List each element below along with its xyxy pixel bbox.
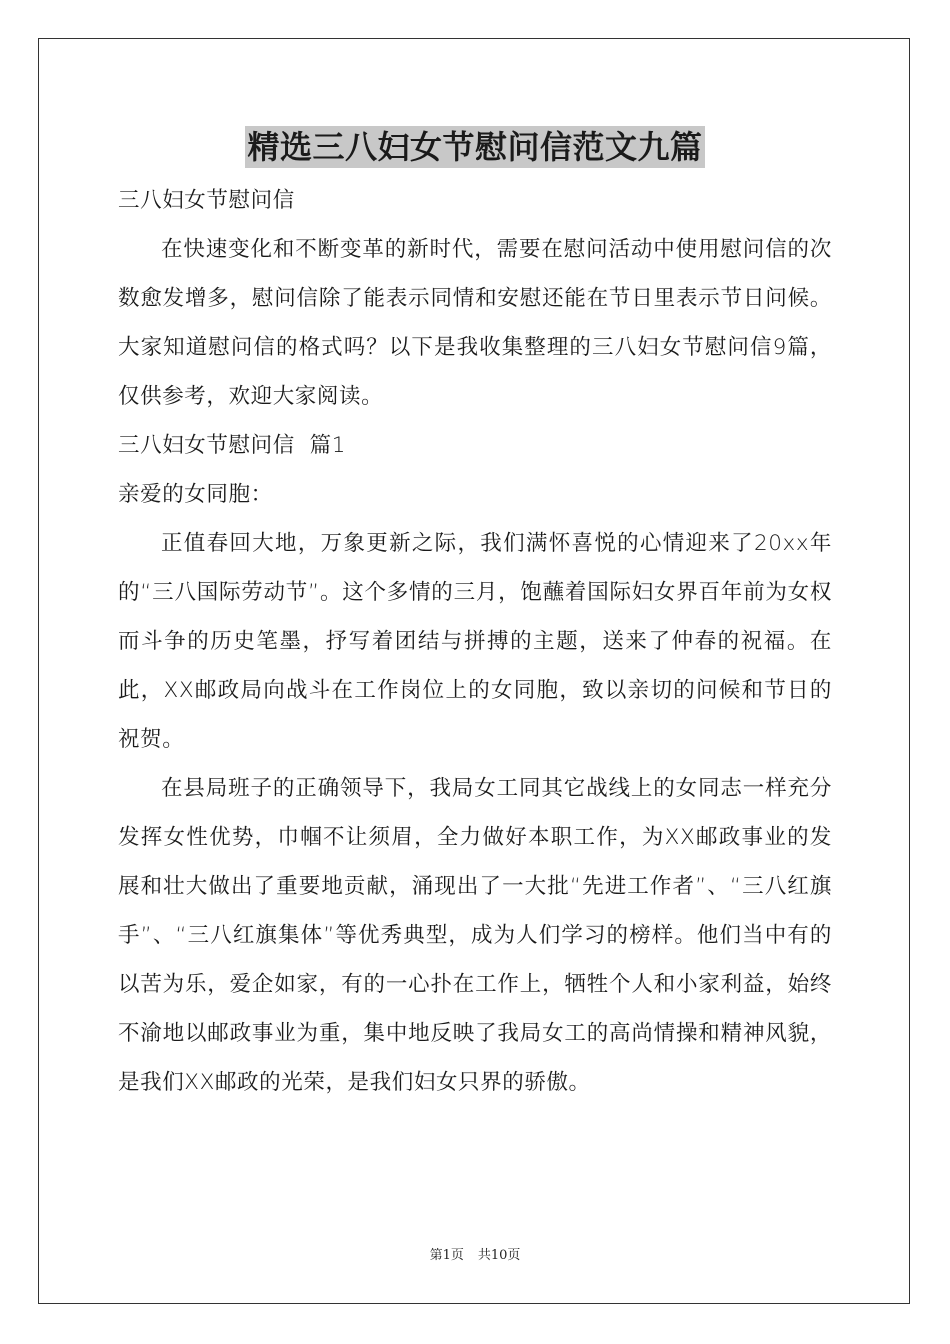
page-footer — [0, 1244, 950, 1263]
document-title: 精选三八妇女节慰问信范文九篇 — [247, 128, 703, 166]
heading-1: 三八妇女节慰问信 — [118, 188, 295, 213]
page-number: 第1页 — [429, 1248, 464, 1263]
title-container — [0, 126, 950, 168]
body-paragraph-1: 正值春回大地，万象更新之际，我们满怀喜悦的心情迎来了20xx年的“三八国际劳动节”。这个多情的三月，饱蘸着国际妇女界百年前为女权而斗争的历史笔墨，抒写着团结与拼搏的主题，送来了仲春的祝福。在此，XX邮政局向战斗在工作岗位上的女同胞，致以亲切的问候和节日的祝贺。 — [118, 531, 832, 752]
salutation: 亲爱的女同胞： — [118, 482, 273, 507]
document-body — [118, 176, 832, 1107]
body-paragraph-2: 在县局班子的正确领导下，我局女工同其它战线上的女同志一样充分发挥女性优势，巾帼不让须眉，全力做好本职工作，为XX邮政事业的发展和壮大做出了重要地贡献，涌现出了一大批“先进工作者”、“三八红旗手”、“三八红旗集体”等优秀典型，成为人们学习的榜样。他们当中有的以苦为乐，爱企如家，有的一心扑在工作上，牺牲个人和小家利益，始终不渝地以邮政事业为重，集中地反映了我局女工的高尚情操和精神风貌，是我们XX邮政的光荣，是我们妇女只界的骄傲。 — [118, 776, 832, 1095]
section-heading: 三八妇女节慰问信 篇1 — [118, 433, 347, 458]
page-total: 共10页 — [477, 1248, 521, 1263]
intro-paragraph: 在快速变化和不断变革的新时代，需要在慰问活动中使用慰问信的次数愈发增多，慰问信除了能表示同情和安慰还能在节日里表示节日问候。大家知道慰问信的格式吗？以下是我收集整理的三八妇女节慰问信9篇，仅供参考，欢迎大家阅读。 — [118, 237, 832, 409]
